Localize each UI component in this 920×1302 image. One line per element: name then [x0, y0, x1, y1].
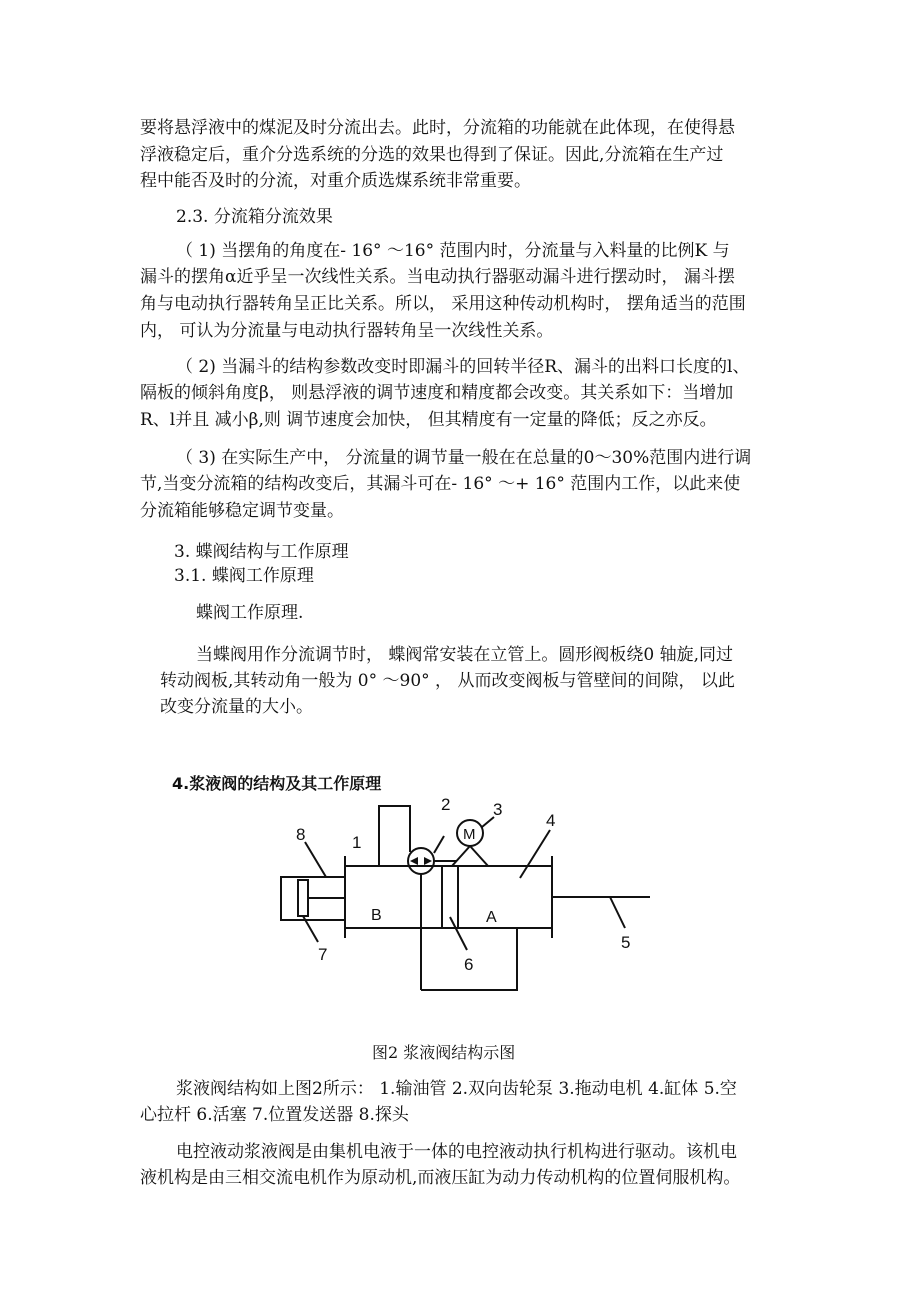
section-heading-3: 3. 蝶阀结构与工作原理 — [174, 542, 349, 562]
item-3-line: 分流箱能够稳定调节变量。 — [140, 501, 344, 521]
section-heading-3-1: 3.1. 蝶阀工作原理 — [174, 566, 314, 586]
item-1-line: 漏斗的摆角α近乎呈一次线性关系。当电动执行器驱动漏斗进行摆动时， 漏斗摆 — [140, 267, 735, 287]
label-6: 6 — [464, 955, 474, 974]
closing-line: 液机构是由三相交流电机作为原动机,而液压缸为动力传动机构的位置伺服机构。 — [140, 1168, 741, 1188]
label-2: 2 — [441, 795, 451, 814]
valve-line: 改变分流量的大小。 — [160, 697, 313, 717]
valve-line: 转动阀板,其转动角一般为 0° ～90° ， 从而改变阀板与管壁间的间隙， 以此 — [160, 671, 735, 691]
label-5: 5 — [621, 933, 631, 952]
position-transmitter — [298, 880, 308, 916]
oil-pipe-top — [379, 806, 410, 866]
section-heading-2-3: 2.3. 分流箱分流效果 — [176, 207, 333, 227]
intro-line: 程中能否及时的分流，对重介质选煤系统非常重要。 — [140, 171, 531, 191]
chamber-b-label: B — [371, 907, 382, 924]
legend-line: 心拉杆 6.活塞 7.位置发送器 8.探头 — [140, 1105, 409, 1125]
item-1-line: （ 1) 当摆角的角度在- 16° ～16° 范围内时，分流量与入料量的比例K 与 — [176, 241, 730, 261]
item-3-line: （ 3) 在实际生产中， 分流量的调节量一般在在总量的0～30%范围内进行调 — [176, 448, 752, 468]
label-4: 4 — [546, 811, 556, 830]
legend-line: 浆液阀结构如上图2所示： 1.输油管 2.双向齿轮泵 3.拖动电机 4.缸体 5.空 — [176, 1079, 737, 1099]
item-2-line: R、l并且 减小β,则 调节速度会加快， 但其精度有一定量的降低；反之亦反。 — [140, 410, 717, 430]
valve-line: 当蝶阀用作分流调节时， 蝶阀常安装在立管上。圆形阀板绕0 轴旋,同过 — [196, 645, 734, 665]
label-1: 1 — [352, 833, 362, 852]
section-heading-4: 4.浆液阀的结构及其工作原理 — [172, 774, 382, 793]
motor-letter: M — [463, 826, 476, 843]
label-8: 8 — [296, 825, 306, 844]
intro-line: 要将悬浮液中的煤泥及时分流出去。此时，分流箱的功能就在此体现，在使得悬 — [140, 118, 735, 138]
closing-line: 电控液动浆液阀是由集机电液于一体的电控液动执行机构进行驱动。该机电 — [176, 1142, 737, 1162]
intro-line: 浮液稳定后，重介分选系统的分选的效果也得到了保证。因此,分流箱在生产过 — [140, 145, 724, 165]
item-3-line: 节,当变分流箱的结构改变后，其漏斗可在- 16° ～+ 16° 范围内工作，以此来使 — [140, 474, 741, 494]
subheading-valve: 蝶阀工作原理. — [196, 603, 304, 623]
item-2-line: （ 2) 当漏斗的结构参数改变时即漏斗的回转半径R、漏斗的出料口长度的l、 — [176, 357, 750, 377]
label-7: 7 — [318, 945, 328, 964]
item-2-line: 隔板的倾斜角度β， 则悬浮液的调节速度和精度都会改变。其关系如下：当增加 — [140, 383, 734, 403]
chamber-a-label: A — [486, 909, 497, 926]
figure-caption: 图2 浆液阀结构示图 — [372, 1043, 516, 1062]
slurry-valve-diagram — [260, 790, 660, 1010]
item-1-line: 内， 可认为分流量与电动执行器转角呈一次线性关系。 — [140, 321, 554, 341]
label-3: 3 — [493, 800, 503, 819]
item-1-line: 角与电动执行器转角呈正比关系。所以， 采用这种传动机构时， 摆角适当的范围 — [140, 294, 746, 314]
